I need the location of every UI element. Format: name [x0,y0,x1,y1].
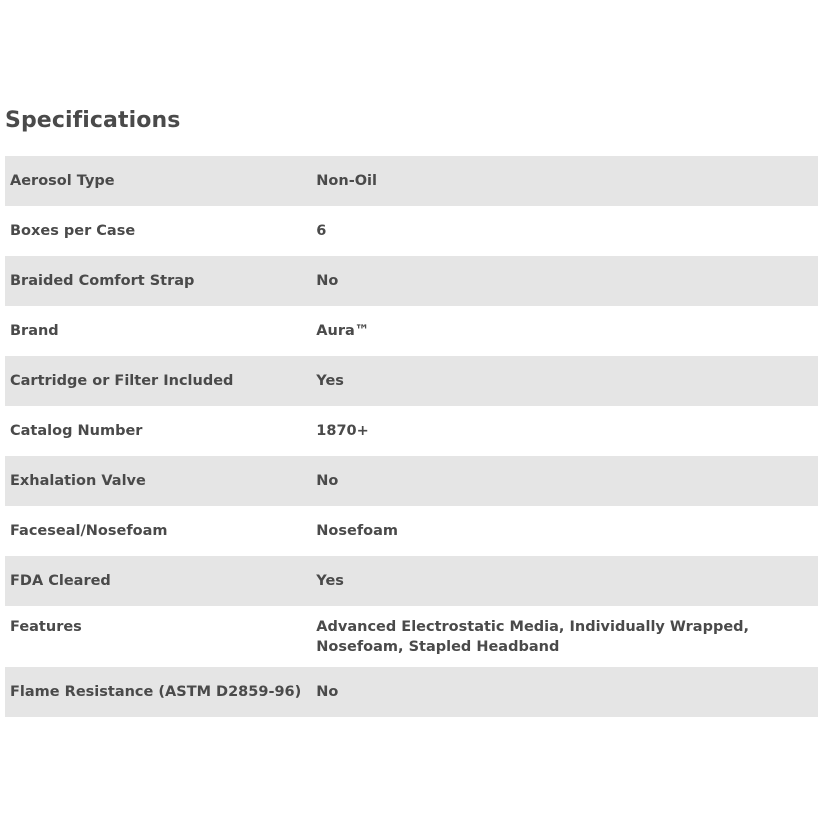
table-row [5,356,818,406]
spec-value: No [316,473,339,489]
spec-label: FDA Cleared [10,573,111,589]
spec-value: No [316,273,339,289]
spec-label: Faceseal/Nosefoam [10,523,168,539]
spec-value: 6 [316,223,327,239]
section-title: Specifications [5,108,181,133]
table-row [5,156,818,206]
table-row [5,667,818,717]
specifications-table [5,156,818,717]
spec-value: No [316,684,339,700]
spec-value: 1870+ [316,423,369,439]
spec-value: Aura™ [316,323,370,339]
spec-label: Flame Resistance (ASTM D2859-96) [10,684,302,700]
table-row [5,556,818,606]
table-row [5,456,818,506]
spec-label: Features [10,619,82,635]
table-row [5,406,818,456]
spec-label: Boxes per Case [10,223,136,239]
table-row [5,306,818,356]
spec-value: Advanced Electrostatic Media, Individually Wrapped, Nosefoam, Stapled Headband [316,619,750,655]
spec-label: Exhalation Valve [10,473,146,489]
spec-value: Yes [316,373,344,389]
spec-label: Braided Comfort Strap [10,273,195,289]
table-row [5,256,818,306]
spec-value: Non-Oil [316,173,377,189]
spec-label: Cartridge or Filter Included [10,373,234,389]
spec-label: Aerosol Type [10,173,115,189]
table-row [5,506,818,556]
spec-value: Yes [316,573,344,589]
spec-label: Brand [10,323,59,339]
table-row [5,606,818,667]
spec-value: Nosefoam [316,523,399,539]
table-row [5,206,818,256]
spec-label: Catalog Number [10,423,143,439]
